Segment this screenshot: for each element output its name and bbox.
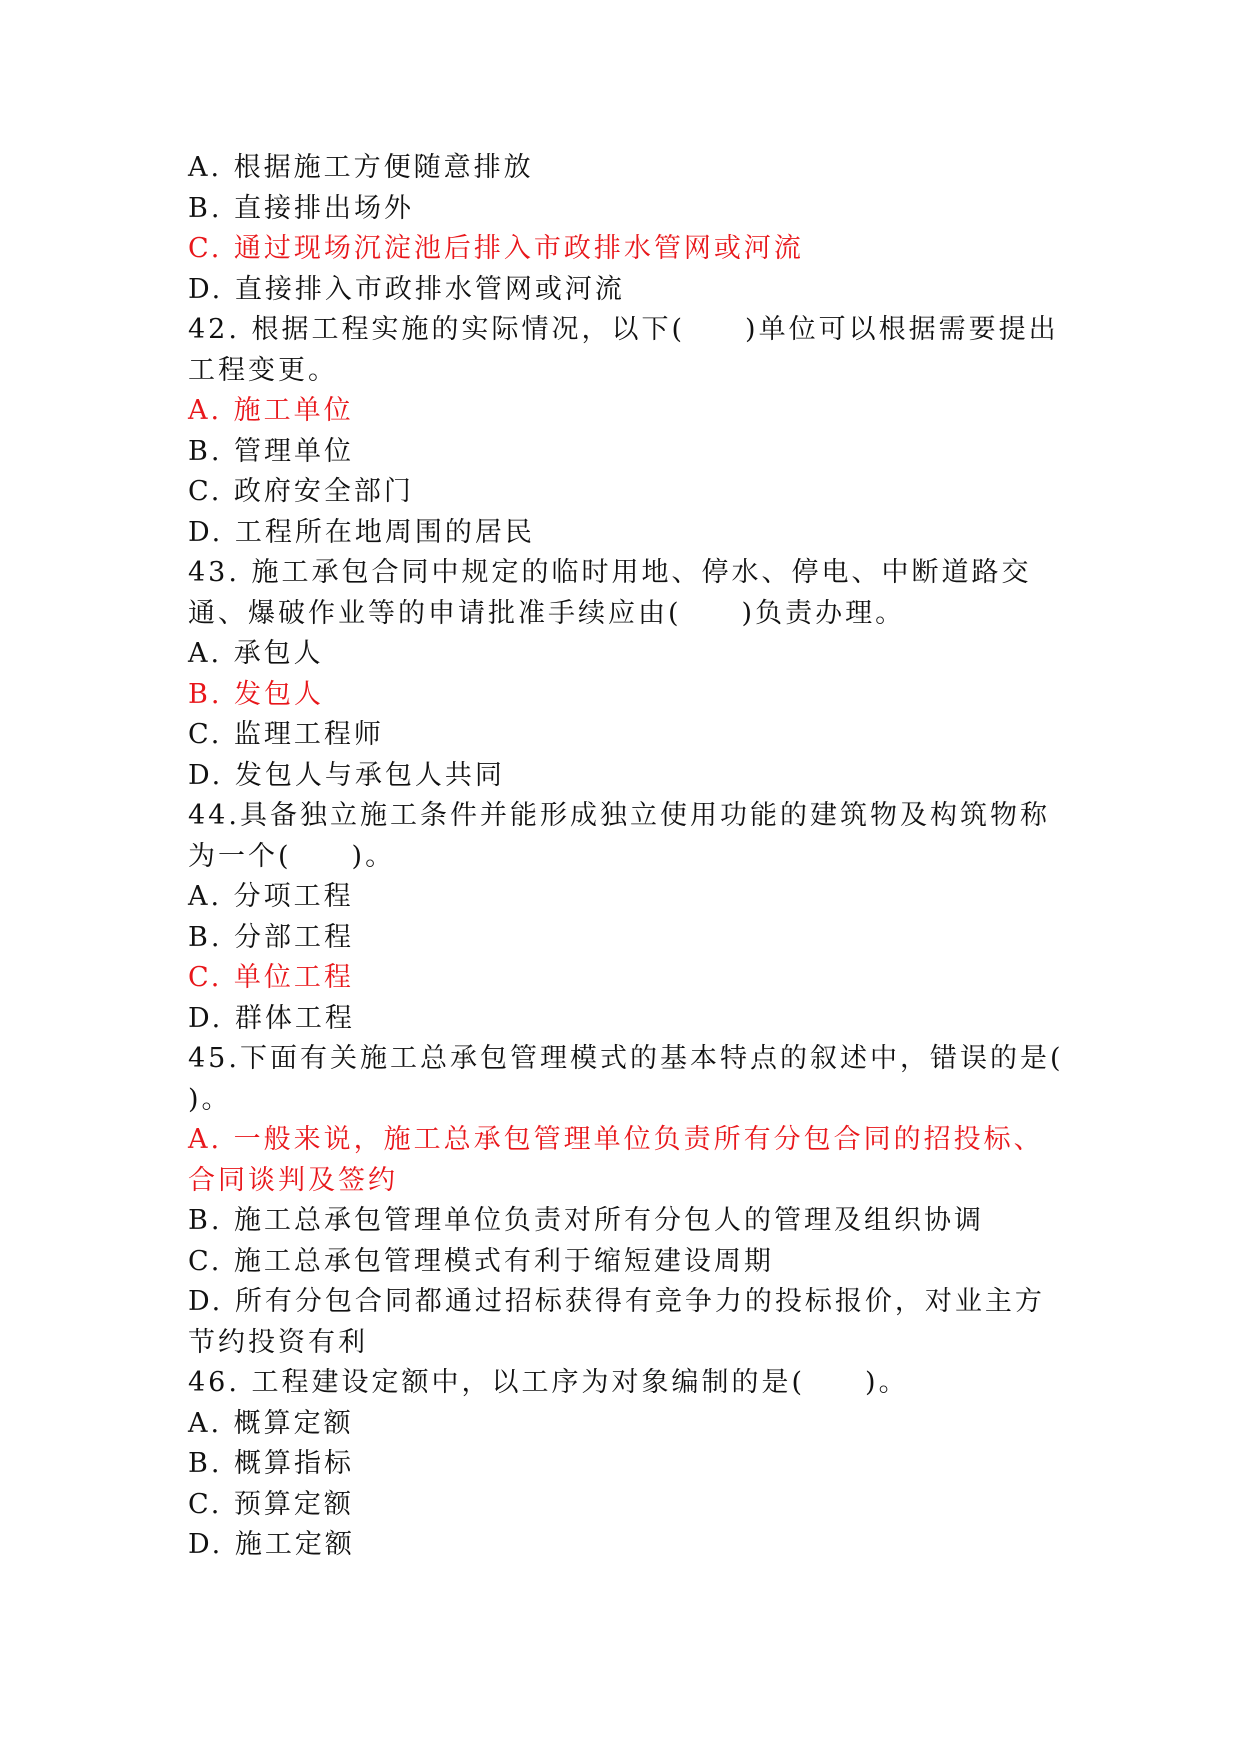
option-line: B. 施工总承包管理单位负责对所有分包人的管理及组织协调 <box>188 1205 985 1236</box>
option-line: D. 直接排入市政排水管网或河流 <box>188 273 625 305</box>
option-line: B. 直接排出场外 <box>188 192 415 224</box>
option-line: A. 承包人 <box>188 638 324 669</box>
option-line: A. 概算定额 <box>188 1407 354 1439</box>
option-line: D. 所有分包合同都通过招标获得有竞争力的投标报价，对业主方节约投资有利 <box>188 1286 1045 1358</box>
option-line: B. 分部工程 <box>188 921 355 953</box>
option-line: C. 单位工程 <box>188 962 354 993</box>
option-line: A. 一般来说，施工总承包管理单位负责所有分包合同的招投标、合同谈判及签约 <box>188 1124 1044 1196</box>
option-line: A. 根据施工方便随意排放 <box>188 152 534 183</box>
option-line: D. 发包人与承包人共同 <box>188 759 505 791</box>
question-text: 43. 施工承包合同中规定的临时用地、停水、停电、中断道路交通、爆破作业等的申请批准手续应由( )负责办理。 <box>188 557 1032 629</box>
question-text: 46. 工程建设定额中，以工序为对象编制的是( )。 <box>188 1367 909 1398</box>
option-line: D. 工程所在地周围的居民 <box>188 516 535 548</box>
option-line: C. 监理工程师 <box>188 719 384 750</box>
question-text: 44.具备独立施工条件并能形成独立使用功能的建筑物及构筑物称为一个( )。 <box>188 800 1050 872</box>
option-line: D. 施工定额 <box>188 1529 355 1560</box>
option-line: B. 概算指标 <box>188 1448 355 1479</box>
option-line: C. 政府安全部门 <box>188 476 414 507</box>
question-text: 42. 根据工程实施的实际情况，以下( )单位可以根据需要提出工程变更。 <box>188 314 1059 386</box>
option-line: C. 预算定额 <box>188 1488 354 1520</box>
question-text: 45.下面有关施工总承包管理模式的基本特点的叙述中，错误的是( )。 <box>188 1043 1124 1115</box>
option-line: A. 分项工程 <box>188 881 354 912</box>
exam-page <box>188 148 1124 1566</box>
option-line: B. 管理单位 <box>188 435 355 467</box>
option-line: C. 通过现场沉淀池后排入市政排水管网或河流 <box>188 233 804 264</box>
option-line: C. 施工总承包管理模式有利于缩短建设周期 <box>188 1245 774 1277</box>
option-line: D. 群体工程 <box>188 1002 355 1034</box>
option-line: B. 发包人 <box>188 678 325 710</box>
option-line: A. 施工单位 <box>188 395 354 426</box>
